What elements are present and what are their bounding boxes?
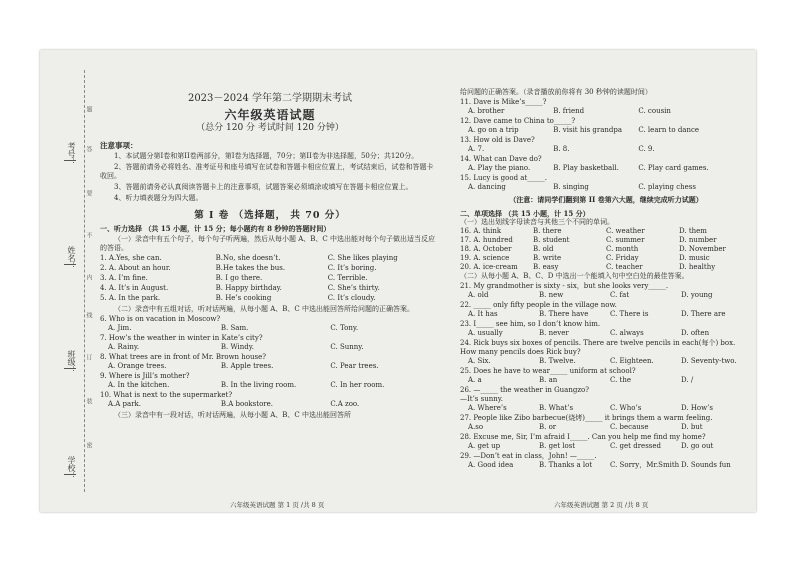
word-row: 19. A. science B. write C. Friday D. music: [460, 254, 710, 262]
notice-item: 4、听力填表题分为四大题。: [114, 194, 203, 202]
word-row: 20. A. ice-cream B. easy C. teacher D. healthy: [460, 263, 716, 271]
question-options: A.so B. or C. because D. but: [468, 423, 703, 431]
question-options: A. It has B. There have C. There is D. There are: [468, 310, 726, 318]
question-options: A. Jim. B. Sam. C. Tony.: [108, 324, 359, 332]
page-2: [460, 88, 752, 470]
question-options: A. Good idea B. Thanks a lot C. Sorry，Mr.Smith D. Sounds fun: [468, 461, 731, 469]
question-reply: —It’s sunny.: [460, 395, 503, 403]
question-stem: 25. Does he have to wear_____ uniform at school?: [460, 367, 636, 375]
listening-tip: （注意：请同学们翻到第 II 卷第六大题，继续完成听力试题）: [509, 195, 703, 204]
question-options: A. dancing B. singing C. playing chess: [468, 183, 696, 191]
binding-line: [84, 70, 85, 492]
notice-heading: 注意事项：: [100, 141, 138, 150]
notice-item: 2、答题前请务必将姓名、准考证号和座号填写在试卷和答题卡相应位置上，考试结束后，试卷和答题卡收回。: [100, 163, 434, 180]
question-row: 4. A. It’s in August. B. Happy birthday. C. She’s thirty.: [100, 284, 380, 292]
question-stem: 8. What trees are in front of Mr. Brown house?: [100, 353, 267, 361]
word-row: 18. A. October B. old C. month D. November: [460, 245, 726, 253]
score-time-line: （总分 120 分 考试时间 120 分钟）: [196, 123, 344, 133]
part-instructions: （二）录音中有五组对话，听对话两遍，从每小题 A、B、C 中选出能回答所给问题的正确答案。: [114, 305, 415, 313]
part-instructions: 给问题的正确答案。（录音播放前你将有 30 秒钟的读题时间）: [460, 88, 652, 96]
question-stem: 12. Dave came to China to_____?: [460, 117, 576, 125]
question-row: 1. A.Yes, she can. B.No, she doesn’t. C. She likes playing: [100, 254, 398, 262]
question-options: A. old B. new C. fat D. young: [468, 291, 713, 299]
question-options: A. Rainy. B. Windy. C. Sunny.: [108, 343, 364, 351]
question-stem: 22. _____ only fifty people in the village now.: [460, 301, 617, 309]
question-options: A. a B. an C. the D. /: [468, 376, 694, 384]
question-row: 3. A. I’m fine. B. I go there. C. Terrible.: [100, 274, 368, 282]
question-stem: 27. People like Zibo barbecue(烧烤)_____ it brings them a warm feeling.: [460, 414, 713, 422]
question-options: A. In the kitchen. B. In the living room. C. In her room.: [108, 381, 385, 389]
notice-item: 3、答题前请务必认真阅读答题卡上的注意事项，试题答案必须填涂或填写在答题卡相应位置上。: [114, 183, 413, 191]
question-stem: 10. What is next to the supermarket?: [100, 391, 233, 399]
question-row: 5. A. In the park. B. He’s cooking C. It’s cloudy.: [100, 294, 376, 302]
part-instructions: （三）录音中有一段对话，听对话两遍，从每小题 A、B、C 中选出能回答所: [114, 411, 352, 419]
notice-item: 1、本试题分第I卷和第II卷两部分，第I卷为选择题，70分；第II卷为非选择题，50分；共120分。: [114, 152, 419, 160]
part-instructions: （二）从每小题 A、B、C、D 中选出一个能填入句中空白处的最佳答案。: [460, 272, 689, 280]
section-single-choice: 二、单项选择 （共 15 小题，计 15 分）: [460, 209, 590, 218]
question-stem: 14. What can Dave do?: [460, 155, 542, 163]
exam-title: 2023－2024 学年第二学期期末考试: [187, 93, 353, 104]
question-options: A. get up B. get lost C. get dressed D. go out: [468, 442, 714, 450]
question-stem: 11. Dave is Mike’s_____?: [460, 98, 547, 106]
binding-strip: 考号： 姓名： 班级： 学校： 题 答 要 不 内 线 订 装 密: [40, 50, 96, 512]
word-row: 16. A. think B. there C. weather D. them: [460, 227, 707, 235]
question-options: A. Play the piano. B. Play basketball. C. Play card games.: [468, 164, 709, 172]
question-stem: 23. I_____ see him, so I don’t know him.: [460, 320, 601, 328]
question-options: A.A park. B.A bookstore. C.A zoo.: [108, 400, 360, 408]
word-row: 17. A. hundred B. student C. summer D. number: [460, 236, 717, 244]
question-stem: 28. Excuse me, Sir, I’m afraid I_____. Can you help me find my home?: [460, 433, 706, 441]
question-options: A. Where’s B. What’s C. Who’s D. How’s: [468, 404, 713, 412]
question-stem: 21. My grandmother is sixty - six，but she looks very_____.: [460, 282, 669, 290]
page-footer: 六年级英语试题 第 2 页 /共 8 页: [554, 501, 649, 509]
question-options: A. brother B. friend C. cousin: [468, 107, 671, 115]
subject-title: 六年级英语试题: [224, 108, 316, 122]
name-label: 姓名：: [67, 246, 76, 270]
question-options: A. go on a trip B. visit his grandpa C. learn to dance: [468, 126, 700, 134]
question-options: A. usually B. never C. always D. often: [468, 329, 710, 337]
question-row: 2. A. About an hour. B.He takes the bus. C. It’s boring.: [100, 264, 377, 272]
question-stem: 9. Where is Jill’s mother?: [100, 372, 190, 380]
question-options: A. 7. B. 8. C. 9.: [468, 145, 655, 153]
question-stem: 13. How old is Dave?: [460, 136, 535, 144]
part-instructions: （一）选出划线字母读音与其他三个不同的单词。: [460, 218, 614, 226]
exam-sheet: [40, 50, 756, 512]
question-options: A. Orange trees. B. Apple trees. C. Pear trees.: [108, 362, 379, 370]
class-label: 班级：: [67, 350, 76, 374]
question-stem: 24. Rick buys six boxes of pencils. There are twelve pencils in each(每个) box. How many pencils does Rick buy?: [460, 339, 736, 356]
section-listening: 一、听力选择 （共 15 小题，计 15 分；每小题约有 8 秒钟的答题时间）: [100, 224, 331, 233]
school-label: 学校：: [67, 456, 76, 480]
exam-number-label: 考号：: [67, 142, 76, 166]
question-stem: 26. —_____ the weather in Guangzo?: [460, 386, 590, 394]
question-options: A. Six. B. Twelve. C. Eighteen. D. Seventy-two.: [468, 357, 737, 365]
page-footer: 六年级英语试题 第 1 页 /共 8 页: [230, 501, 325, 509]
question-stem: 29. —Don’t eat in class，John! —_____.: [460, 452, 597, 460]
question-stem: 7. How’s the weather in winter in Kate’s city?: [100, 334, 263, 342]
part-instructions: （一）录音中有五个句子，每个句子听两遍，然后从每小题 A、B、C 中选出能对每个句子做出适当反应的答语。: [100, 235, 436, 252]
volume-title: 第 I 卷 （选择题， 共 70 分）: [194, 210, 346, 221]
question-stem: 15. Lucy is good at_____.: [460, 174, 547, 182]
question-stem: 6. Who is on vacation in Moscow?: [100, 315, 221, 323]
page-1: [100, 88, 440, 420]
